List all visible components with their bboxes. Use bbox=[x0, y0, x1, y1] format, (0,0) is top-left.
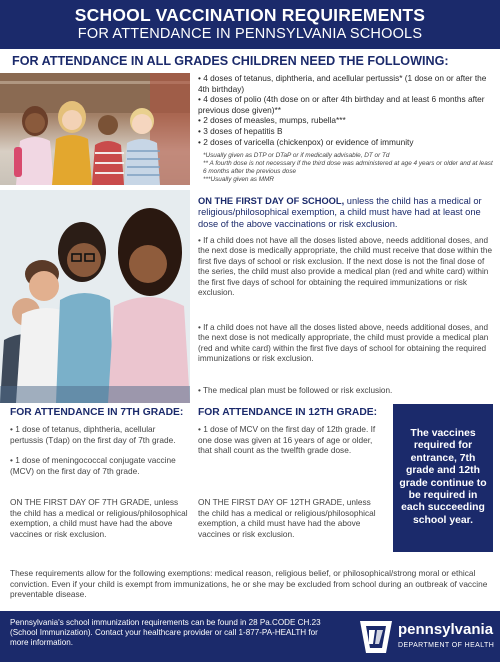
list-item: • 2 doses of varicella (chickenpox) or evidence of immunity bbox=[198, 136, 414, 147]
rule-paragraph: • If a child does not have all the doses listed above, needs additional doses, and the next dose is medically appropriate, the child must receive that dose within the first five days of school or risk exclusion. If the next dose is not the final dose of the series, the child must also provide a medical plan (red and white card) within the first five days of school for obtaining the required immunizations or risk exclusion. bbox=[198, 236, 492, 298]
grade7-item: • 1 dose of tetanus, diphtheria, acellular pertussis (Tdap) on the first day of 7th grade. bbox=[10, 424, 176, 445]
all-grades-list bbox=[198, 73, 494, 147]
grade12-heading: FOR ATTENDANCE IN 12TH GRADE: bbox=[198, 407, 378, 418]
teens-photo bbox=[0, 190, 190, 403]
keystone-logo-icon bbox=[356, 619, 396, 655]
grade12-first-day bbox=[198, 497, 380, 539]
children-photo bbox=[0, 73, 190, 185]
grade7-first-day-lead: ON THE FIRST DAY OF 7TH GRADE, bbox=[10, 497, 152, 507]
grade7-first-day-rest: unless the child has a medical or religious/philosophical exemption, a child must have had the above vaccines or risk exclusion. bbox=[10, 497, 188, 539]
page-subtitle: FOR ATTENDANCE IN PENNSYLVANIA SCHOOLS bbox=[77, 26, 423, 42]
department-name: DEPARTMENT OF HEALTH bbox=[398, 642, 495, 649]
footer-banner bbox=[0, 611, 500, 662]
footnote: *Usually given as DTP or DTaP or if medically advisable, DT or Td bbox=[203, 152, 390, 159]
continuing-requirements-callout: The vaccines required for entrance, 7th grade and 12th grade continue to be required in each succeeding school year. bbox=[393, 404, 493, 552]
exemptions-text: These requirements allow for the following exemptions: medical reason, religious belief, or philosophical/strong moral or ethical conviction. Even if your child is exempt from immunizations, he or she may be excluded from school during an outbreak of vaccine preventable disease. bbox=[10, 568, 488, 600]
grade7-heading: FOR ATTENDANCE IN 7TH GRADE: bbox=[10, 407, 184, 418]
list-item: • 2 doses of measles, mumps, rubella*** bbox=[198, 115, 346, 126]
grade12-first-day-rest: unless the child has a medical or religious/philosophical exemption, a child must have had the above vaccines or risk exclusion. bbox=[198, 497, 376, 539]
first-day-lead: ON THE FIRST DAY OF SCHOOL, bbox=[198, 196, 345, 206]
footnote: ** A fourth dose is not necessary if the third dose was administered at age 4 years or older and at least 6 months after the previous dose bbox=[203, 160, 493, 175]
grade7-first-day bbox=[10, 497, 188, 539]
brand-name: pennsylvania bbox=[398, 621, 494, 638]
page-title: SCHOOL VACCINATION REQUIREMENTS bbox=[74, 5, 426, 25]
rule-paragraph: • If a child does not have all the doses listed above, needs additional doses, and the next dose is not medically appropriate, the child must provide a medical plan (red and white card) within the first five days of school for obtaining the required immunizations or risk exclusion. bbox=[198, 323, 489, 364]
grade12-first-day-lead: ON THE FIRST DAY OF 12TH GRADE, bbox=[198, 497, 345, 507]
all-grades-heading: FOR ATTENDANCE IN ALL GRADES CHILDREN NEED THE FOLLOWING: bbox=[12, 54, 449, 68]
grade7-item: • 1 dose of meningococcal conjugate vaccine (MCV) on the first day of 7th grade. bbox=[10, 455, 176, 476]
list-item: • 4 doses of polio (4th dose on or after 4th birthday and at least 6 months after previous dose given)** bbox=[198, 94, 485, 115]
footer-text: Pennsylvania's school immunization requirements can be found in 28 Pa.CODE CH.23 (School Immunization). Contact your healthcare provider or call 1-877-PA-HEALTH for more information. bbox=[10, 618, 321, 648]
rule-paragraph: • The medical plan must be followed or risk exclusion. bbox=[198, 386, 393, 395]
first-day-statement bbox=[198, 196, 496, 230]
teens-photo-illustration bbox=[0, 190, 190, 403]
footnotes bbox=[203, 152, 493, 184]
header-banner bbox=[0, 0, 500, 49]
grade12-item: • 1 dose of MCV on the first day of 12th grade. If one dose was given at 16 years of age or older, that shall count as the twelfth grade dose. bbox=[198, 424, 376, 456]
list-item: • 4 doses of tetanus, diphtheria, and acellular pertussis* (1 dose on or after the 4th birthday) bbox=[198, 73, 487, 94]
first-day-rest: unless the child has a medical or religious/philosophical exemption, a child must have had at least one dose of the above vaccinations or risk exclusion. bbox=[198, 196, 482, 229]
children-photo-illustration bbox=[0, 73, 190, 185]
list-item: • 3 doses of hepatitis B bbox=[198, 125, 283, 136]
footnote: ***Usually given as MMR bbox=[203, 176, 275, 183]
